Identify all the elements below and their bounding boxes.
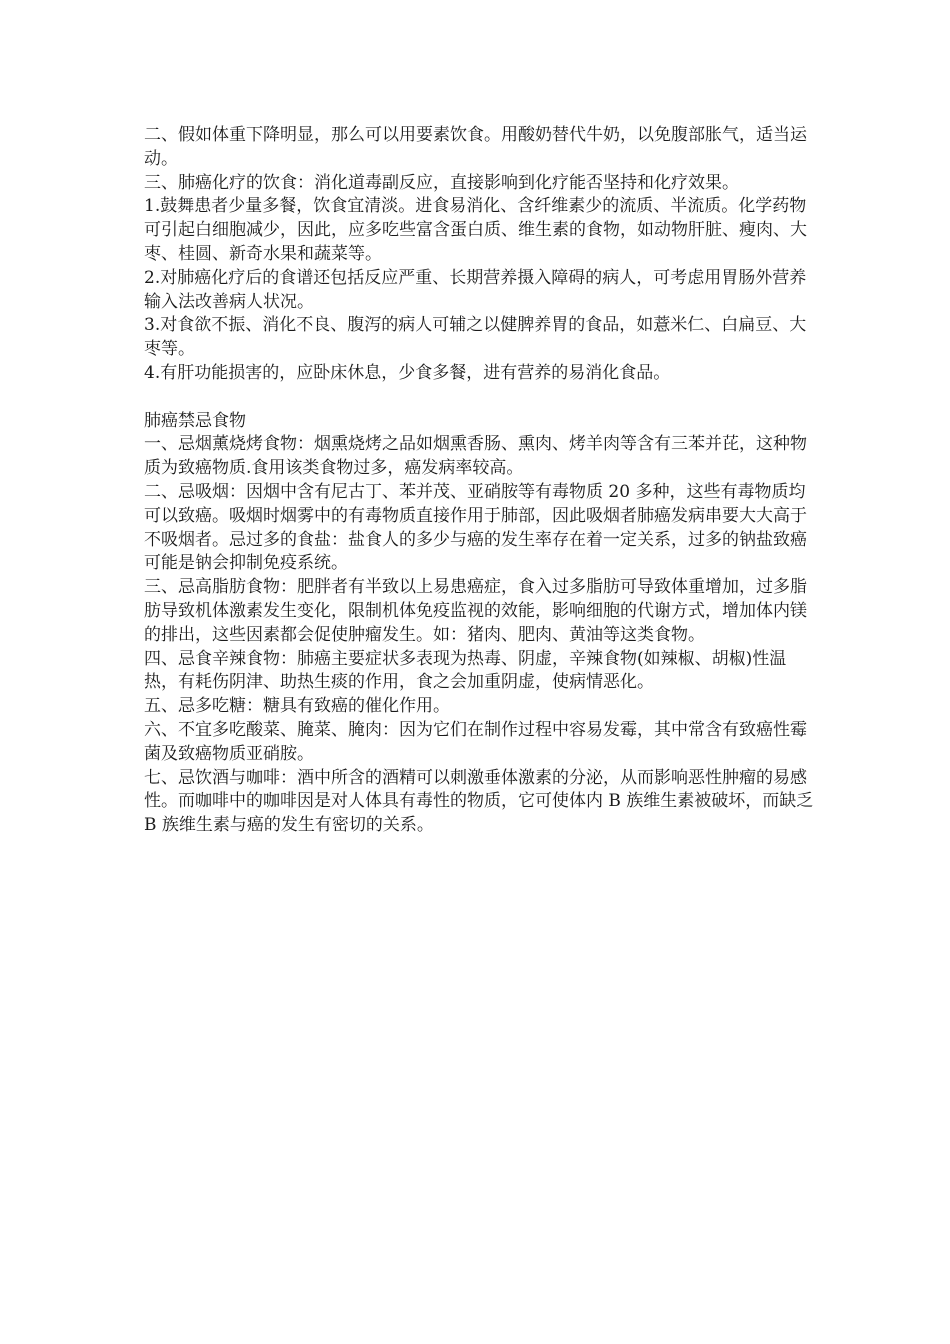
section-heading-forbidden-foods: 肺癌禁忌食物 bbox=[144, 410, 246, 431]
paragraph-forbidden-3: 三、忌高脂肪食物：肥胖者有半致以上易患癌症，食入过多脂肪可导致体重增加，过多脂肪导致机体激素发生变化，限制机体免疫监视的效能，影响细胞的代谢方式，增加体内镁的排出，这些因素都会促使肿瘤发生。如：猪肉、肥肉、黄油等这类食物。 bbox=[144, 577, 807, 645]
paragraph-forbidden-7: 七、忌饮酒与咖啡：酒中所含的酒精可以刺激垂体激素的分泌，从而影响恶性肿瘤的易感性。而咖啡中的咖啡因是对人体具有毒性的物质，它可使体内 B 族维生素被破坏，而缺乏 B 族维生素与癌的发生有密切的关系。 bbox=[144, 767, 814, 836]
paragraph-forbidden-2: 二、忌吸烟：因烟中含有尼古丁、苯并茂、亚硝胺等有毒物质 20 多种，这些有毒物质均可以致癌。吸烟时烟雾中的有毒物质直接作用于肺部，因此吸烟者肺癌发病串要大大高于不吸烟者。忌过多的食盐：盐食人的多少与癌的发生率存在着一定关系，过多的钠盐致癌可能是钠会抑制免疫系统。 bbox=[144, 481, 807, 574]
paragraph-forbidden-1: 一、忌烟薰烧烤食物：烟熏烧烤之品如烟熏香肠、熏肉、烤羊肉等含有三苯并芘，这种物质为致癌物质.食用该类食物过多，癌发病率较高。 bbox=[144, 434, 807, 479]
paragraph-chemo-item-1: 1.鼓舞患者少量多餐，饮食宜清淡。进食易消化、含纤维素少的流质、半流质。化学药物可引起白细胞减少，因此，应多吃些富含蛋白质、维生素的食物，如动物肝脏、瘦肉、大枣、桂圆、新奇水果和蔬菜等。 bbox=[144, 196, 807, 264]
paragraph-forbidden-4: 四、忌食辛辣食物：肺癌主要症状多表现为热毒、阴虚，辛辣食物(如辣椒、胡椒)性温热，有耗伤阴津、助热生痰的作用，食之会加重阴虚，使病情恶化。 bbox=[144, 648, 787, 693]
paragraph-weight-loss-diet: 二、假如体重下降明显，那么可以用要素饮食。用酸奶替代牛奶，以免腹部胀气，适当运动。 bbox=[144, 125, 807, 169]
paragraph-chemo-item-4: 4.有肝功能损害的，应卧床休息，少食多餐，进有营养的易消化食品。 bbox=[144, 362, 671, 383]
paragraph-chemo-item-2: 2.对肺癌化疗后的食谱还包括反应严重、长期营养摄入障碍的病人，可考虑用胃肠外营养输入法改善病人状况。 bbox=[144, 267, 807, 312]
document-body bbox=[144, 124, 816, 838]
paragraph-chemo-item-3: 3.对食欲不振、消化不良、腹泻的病人可辅之以健脾养胃的食品，如薏米仁、白扁豆、大枣等。 bbox=[144, 315, 807, 360]
section-spacer bbox=[144, 386, 816, 410]
paragraph-chemo-diet: 三、肺癌化疗的饮食：消化道毒副反应，直接影响到化疗能否坚持和化疗效果。 bbox=[144, 172, 739, 193]
paragraph-forbidden-6: 六、不宜多吃酸菜、腌菜、腌肉：因为它们在制作过程中容易发霉，其中常含有致癌性霉菌及致癌物质亚硝胺。 bbox=[144, 719, 807, 764]
paragraph-forbidden-5: 五、忌多吃糖：糖具有致癌的催化作用。 bbox=[144, 696, 450, 717]
